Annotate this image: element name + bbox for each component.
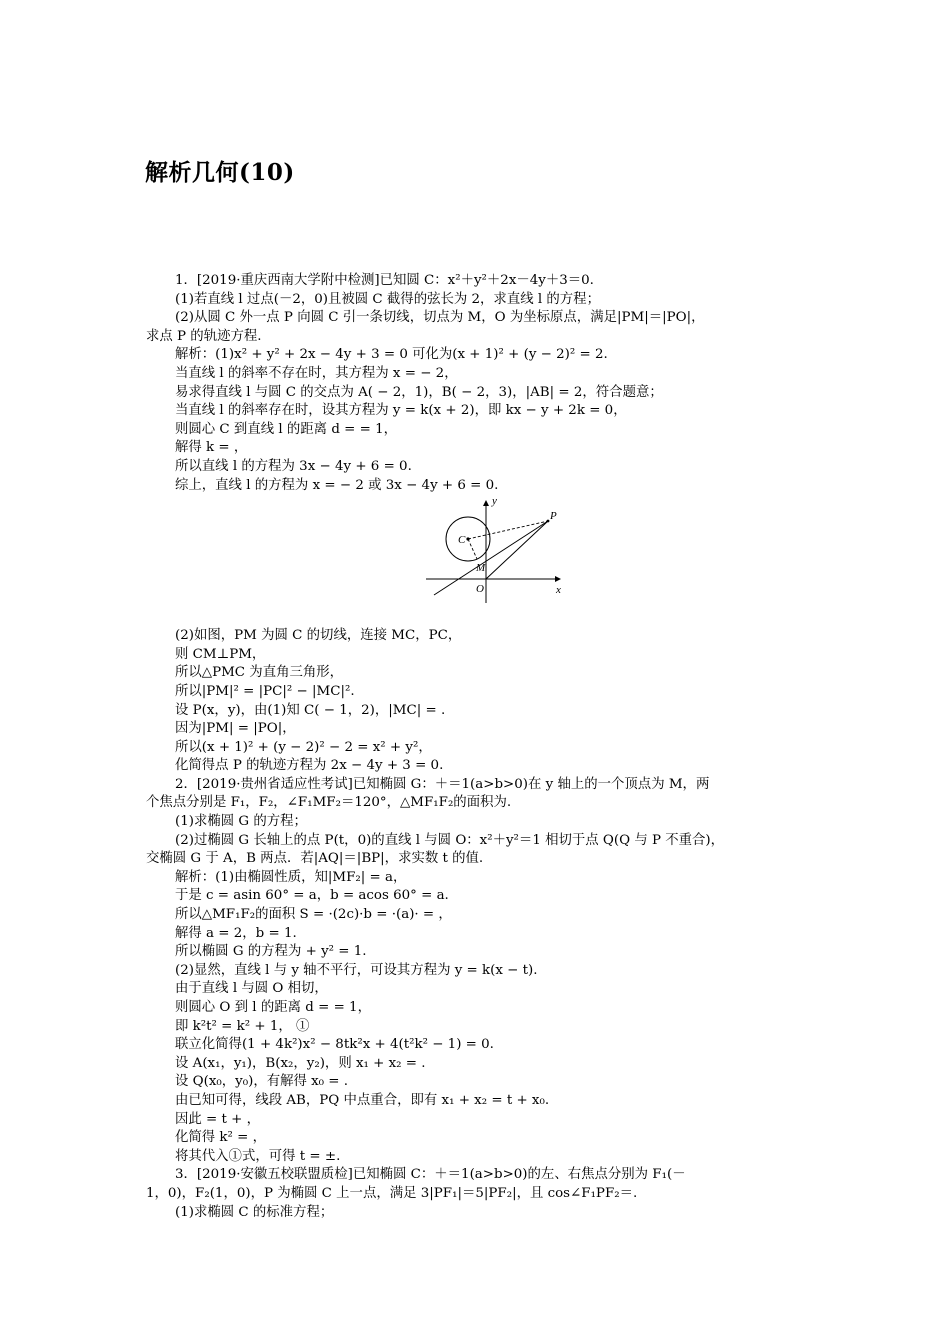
text-line: 解析：(1)x² + y² + 2x − 4y + 3 = 0 可化为(x + 1)² + (y − 2)² = 2. [175,347,608,363]
text-line: 解得 k = ， [175,440,248,456]
segment-po [486,521,548,579]
text-line: 将其代入①式，可得 t = ±. [175,1148,341,1164]
text-line: 化简得点 P 的轨迹方程为 2x − 4y + 3 = 0. [175,758,444,774]
text-line: 1，0)，F₂(1，0)，P 为椭圆 C 上一点，满足 3|PF₁|＝5|PF₂|，且 cos∠F₁PF₂＝. [146,1185,638,1201]
text-line: 所以直线 l 的方程为 3x − 4y + 6 = 0. [175,458,412,474]
text-line: 解析：(1)由椭圆性质，知|MF₂| = a， [175,869,407,885]
text-line: 因为|PM| = |PO|， [175,721,296,737]
point-p-label: P [550,510,557,523]
text-line: (2)显然，直线 l 与 y 轴不平行，可设其方程为 y = k(x − t). [175,962,538,978]
text-line: 设 P(x，y)，由(1)知 C( − 1，2)，|MC| = . [175,702,446,718]
tangent-line-pm [434,521,548,595]
text-line: (1)求椭圆 G 的方程； [175,814,307,830]
text-line: 由已知可得，线段 AB，PQ 中点重合，即有 x₁ + x₂ = t + x₀. [175,1092,550,1108]
text-line: 3．[2019·安徽五校联盟质检]已知椭圆 C：＋＝1(a>b>0)的左、右焦点分别为 F₁(－ [175,1167,686,1183]
text-line: (2)从圆 C 外一点 P 向圆 C 引一条切线，切点为 M，O 为坐标原点，满足|PM|＝|PO|， [175,310,705,326]
text-line: 所以△MF₁F₂的面积 S = ·(2c)·b = ·(a)· = ， [175,907,452,923]
text-line: 则圆心 C 到直线 l 的距离 d = = 1， [175,421,398,437]
point-c-label: C [458,534,466,547]
page-title: 解析几何(10) [145,159,295,186]
text-line: 由于直线 l 与圆 O 相切， [175,981,328,997]
text-line: 当直线 l 的斜率存在时，设其方程为 y = k(x + 2)，即 kx − y + 2k = 0， [175,403,627,419]
x-axis-label: x [556,584,561,597]
text-line: 解得 a = 2，b = 1. [175,925,297,941]
text-line: 则圆心 O 到 l 的距离 d = = 1， [175,1000,371,1015]
text-line: 易求得直线 l 与圆 C 的交点为 A( − 2，1)，B( − 2，3)，|AB| = 2，符合题意； [175,384,663,400]
origin-label: O [476,583,484,596]
solution-part-2 [146,627,814,1222]
text-line: 所以(x + 1)² + (y − 2)² − 2 = x² + y²， [175,739,432,755]
text-line: (2)如图，PM 为圆 C 的切线，连接 MC，PC， [175,628,462,644]
solution-part-1 [146,272,814,495]
text-line: 于是 c = asin 60° = a，b = acos 60° = a. [175,888,449,904]
text-line: 即 k²t² = k² + 1， ① [175,1018,310,1034]
segment-cm [468,539,477,559]
circle-tangent-diagram [422,495,572,627]
text-line: 交椭圆 G 于 A，B 两点．若|AQ|＝|BP|，求实数 t 的值. [146,851,484,867]
text-line: 化简得 k² = ， [175,1130,267,1146]
text-line: 设 Q(x₀，y₀)，有解得 x₀ = . [175,1074,349,1090]
geometry-figure [146,495,814,627]
segment-cp [468,521,548,539]
text-line: 1．[2019·重庆西南大学附中检测]已知圆 C：x²＋y²＋2x－4y＋3＝0. [175,273,594,288]
text-line: 所以△PMC 为直角三角形， [175,665,344,681]
text-line: (2)过椭圆 G 长轴上的点 P(t，0)的直线 l 与圆 O：x²＋y²＝1 相切于点 Q(Q 与 P 不重合)， [175,832,725,848]
document-body [146,272,814,1222]
text-line: 个焦点分别是 F₁，F₂，∠F₁MF₂＝120°，△MF₁F₂的面积为. [146,795,512,811]
point-p [547,520,550,523]
text-line: 联立化简得(1 + 4k²)x² − 8tk²x + 4(t²k² − 1) = 0. [175,1037,494,1053]
text-line: 因此 = t + ， [175,1111,261,1127]
text-line: (1)求椭圆 C 的标准方程； [175,1204,334,1220]
text-line: (1)若直线 l 过点(－2，0)且被圆 C 截得的弦长为 2，求直线 l 的方程； [175,291,600,307]
text-line: 2．[2019·贵州省适应性考试]已知椭圆 G：＋＝1(a>b>0)在 y 轴上的一个顶点为 M，两 [175,776,710,792]
text-line: 设 A(x₁，y₁)，B(x₂，y₂)，则 x₁ + x₂ = . [175,1055,426,1071]
y-axis-label: y [492,495,497,508]
text-line: 当直线 l 的斜率不存在时，其方程为 x = − 2， [175,365,458,381]
text-line: 则 CM⊥PM， [175,646,266,662]
text-line: 所以|PM|² = |PC|² − |MC|². [175,683,355,699]
point-m-label: M [476,562,486,575]
text-line: 求点 P 的轨迹方程. [146,328,262,344]
text-line: 所以椭圆 G 的方程为 + y² = 1. [175,944,367,960]
text-line: 综上，直线 l 的方程为 x = − 2 或 3x − 4y + 6 = 0. [175,477,499,493]
